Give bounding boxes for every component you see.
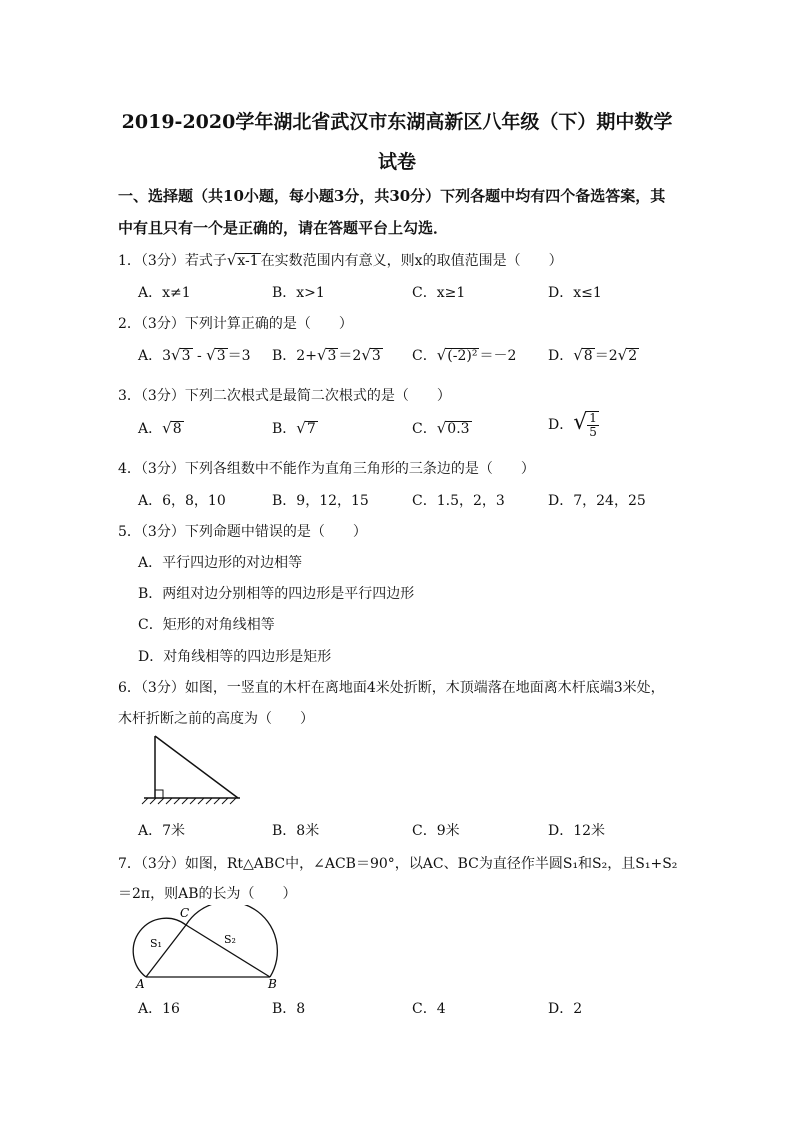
q4-option-c[interactable]: C．1.5，2，3 (412, 493, 505, 509)
q2d-radicand2: 2 (628, 348, 638, 364)
q2c-radicand: (-2)² (447, 348, 478, 364)
q3b-label: B． (272, 421, 297, 437)
q1-prefix: 1．（3分）若式子 (118, 253, 227, 269)
q2-option-a[interactable] (138, 345, 251, 365)
q3c-radicand: 0.3 (447, 421, 470, 437)
q3a-radicand: 8 (172, 421, 182, 437)
exam-title-line2: 试卷 (377, 151, 416, 173)
q3c-label: C． (412, 421, 437, 437)
question-2-stem: 2．（3分）下列计算正确的是（ ） (118, 316, 353, 332)
label-c: C (180, 906, 190, 920)
question-1-stem (118, 250, 563, 270)
q7-option-d[interactable]: D．2 (548, 1001, 583, 1017)
q7-semicircles-figure (130, 905, 280, 990)
question-6-stem-line2: 木杆折断之前的高度为（ ） (118, 711, 314, 727)
radical-sign: √ (361, 346, 371, 364)
q5-option-a[interactable]: A．平行四边形的对边相等 (138, 555, 303, 571)
broken-top-line (155, 736, 238, 798)
q3d-denominator: 5 (589, 425, 597, 439)
q5-option-d[interactable]: D．对角线相等的四边形是矩形 (138, 649, 332, 665)
right-angle-mark (155, 790, 163, 798)
radical-sign: √ (316, 346, 327, 364)
q5-option-b[interactable]: B．两组对边分别相等的四边形是平行四边形 (138, 586, 415, 602)
q3-option-d[interactable] (548, 410, 599, 439)
radical-sign: √ (436, 346, 447, 364)
question-6-stem-line1: 6．（3分）如图，一竖直的木杆在离地面4米处折断，木顶端落在地面离木杆底端3米处， (118, 680, 665, 696)
section-header: 一、选择题（共10小题，每小题3分，共30分）下列各题中均有四个备选答案，其中有且只有一个是正确的，请在答题平台上勾选． (118, 187, 666, 237)
q5-option-c[interactable]: C．矩形的对角线相等 (138, 617, 275, 633)
radical-sign: √ (162, 419, 172, 437)
q2a-result: ＝3 (227, 348, 251, 364)
q1-option-c[interactable]: C．x≥1 (412, 285, 466, 301)
q6-option-c[interactable]: C．9米 (412, 823, 460, 839)
radical-sign: √ (617, 346, 628, 364)
radical-sign: √ (296, 419, 306, 437)
q3d-label: D． (548, 417, 574, 433)
q1-option-b[interactable]: B．x>1 (272, 285, 325, 301)
q2b-coef: 2+ (296, 348, 317, 364)
q6-option-b[interactable]: B．8米 (272, 823, 320, 839)
q4-option-d[interactable]: D．7，24，25 (548, 493, 646, 509)
q1-option-d[interactable]: D．x≤1 (548, 285, 602, 301)
q2-option-d[interactable] (548, 345, 639, 365)
radical-sign: √ (206, 346, 216, 364)
q3d-fraction (587, 411, 599, 439)
q2b-label: B． (272, 348, 297, 364)
ground-hatching (142, 798, 236, 804)
q2-option-c[interactable] (412, 345, 516, 365)
q2c-label: C． (412, 348, 437, 364)
radical-sign: √ (436, 419, 447, 437)
q2a-label: A． (138, 348, 163, 364)
q7-option-c[interactable]: C．4 (412, 1001, 446, 1017)
q3b-radicand: 7 (306, 421, 316, 437)
q1-suffix: 在实数范围内有意义，则x的取值范围是（ ） (260, 253, 563, 269)
label-b: B (268, 977, 277, 990)
q2a-coef: 3 (162, 348, 172, 364)
question-7-stem-line2: ＝2π，则AB的长为（ ） (118, 886, 297, 902)
radical-sign: √ (171, 346, 181, 364)
q2a-radicand1: 3 (181, 348, 191, 364)
radical-sign: √ (573, 410, 588, 435)
q2a-operator: - (192, 348, 207, 364)
label-s1: S₁ (150, 937, 162, 950)
exam-title-line1: 2019-2020学年湖北省武汉市东湖高新区八年级（下）期中数学 (121, 111, 673, 133)
q2d-result: ＝2 (594, 348, 618, 364)
label-s2: S₂ (224, 933, 236, 946)
question-3-stem: 3．（3分）下列二次根式是最简二次根式的是（ ） (118, 388, 451, 404)
q3-option-b[interactable] (272, 418, 318, 438)
q2d-label: D． (548, 348, 574, 364)
q3a-label: A． (138, 421, 163, 437)
q2b-result: ＝2 (338, 348, 362, 364)
q4-option-a[interactable]: A．6，8，10 (138, 493, 226, 509)
q7-option-a[interactable]: A．16 (138, 1001, 180, 1017)
q1-option-a[interactable]: A．x≠1 (138, 285, 191, 301)
q2a-radicand2: 3 (216, 348, 226, 364)
question-4-stem: 4．（3分）下列各组数中不能作为直角三角形的三条边的是（ ） (118, 461, 535, 477)
radical-sign: √ (573, 346, 583, 364)
q3-option-c[interactable] (412, 418, 472, 438)
q2-option-b[interactable] (272, 345, 383, 365)
q6-option-d[interactable]: D．12米 (548, 823, 606, 839)
q2b-radicand2: 3 (371, 348, 381, 364)
q2c-result: ＝－2 (479, 348, 517, 364)
q2b-radicand1: 3 (327, 348, 337, 364)
segment-ac (146, 925, 186, 977)
q6-option-a[interactable]: A．7米 (138, 823, 186, 839)
question-7-stem-line1: 7．（3分）如图，Rt△ABC中，∠ACB＝90°，以AC、BC为直径作半圆S₁和S₂，且S₁+S₂ (118, 856, 678, 872)
q3-option-a[interactable] (138, 418, 184, 438)
radical-sign: √ (226, 251, 237, 269)
q7-option-b[interactable]: B．8 (272, 1001, 306, 1017)
q1-radicand: x-1 (237, 253, 259, 269)
label-a: A (136, 977, 145, 990)
question-5-stem: 5．（3分）下列命题中错误的是（ ） (118, 524, 367, 540)
q6-broken-pole-figure (140, 732, 250, 808)
q2d-radicand1: 8 (583, 348, 593, 364)
q3d-numerator: 1 (589, 411, 597, 425)
q4-option-b[interactable]: B．9，12，15 (272, 493, 369, 509)
